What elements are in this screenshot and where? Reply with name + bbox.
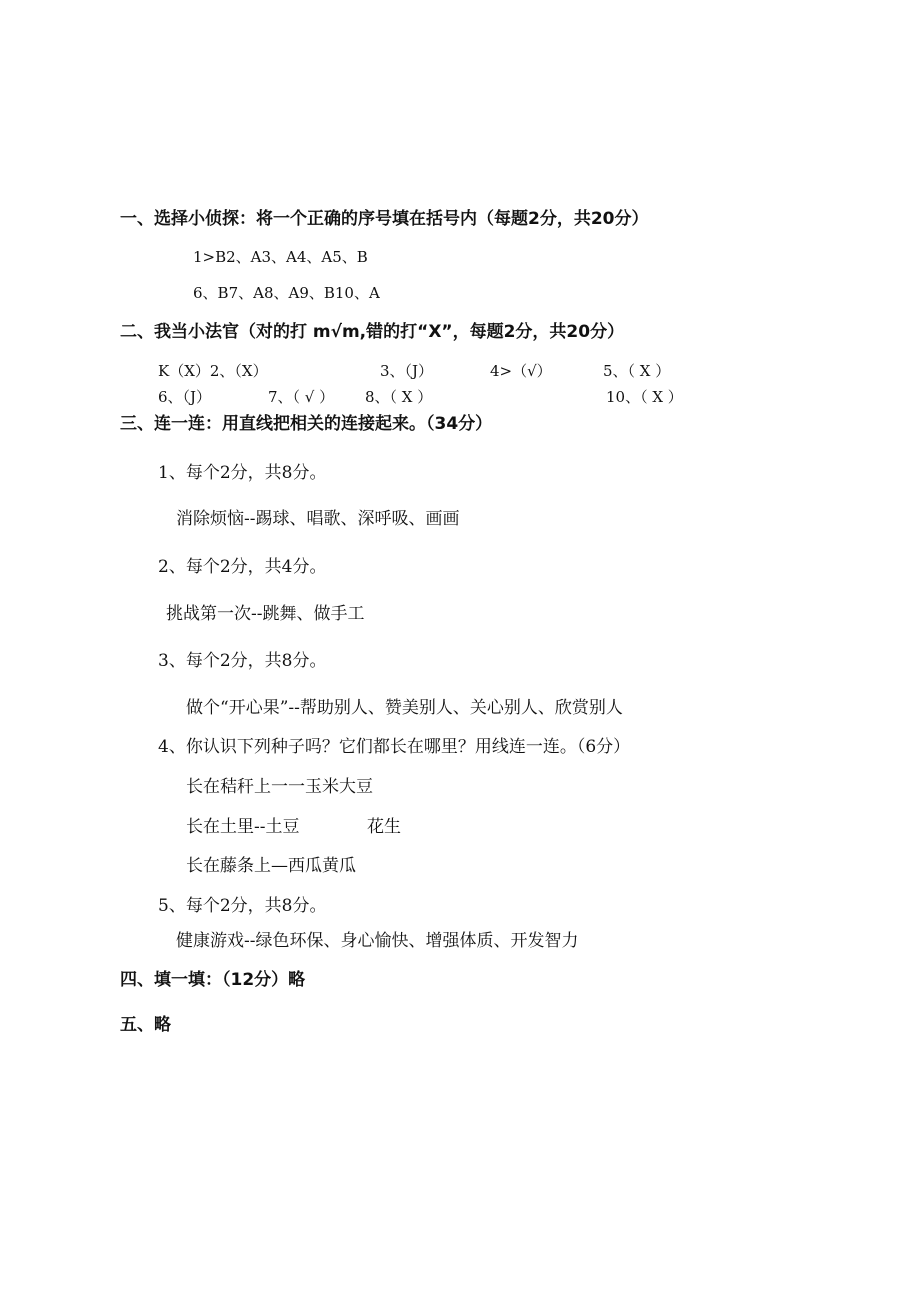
section-4-heading: 四、填一填：（12分）略: [120, 970, 306, 990]
section-3-q4-line-1: 长在秸秆上一一玉米大豆: [186, 777, 373, 797]
section-5-heading: 五、略: [120, 1015, 171, 1035]
section-2-item-6: 6、（J）: [158, 388, 212, 406]
section-3-q2-answer: 挑战第一次--跳舞、做手工: [166, 604, 365, 624]
section-3-q4-line-3: 长在藤条上—西瓜黄瓜: [186, 856, 356, 876]
section-1-answers-row-2: 6、B7、A8、A9、B10、A: [193, 284, 380, 302]
section-3-q5-answer: 健康游戏--绿色环保、身心愉快、增强体质、开发智力: [176, 931, 579, 951]
section-2-item-8: 8、（ X ）: [365, 388, 433, 406]
section-3-q1-score: 1、每个2分，共8分。: [158, 463, 327, 483]
section-2-item-5: 5、（ X ）: [603, 362, 671, 380]
section-3-q5-score: 5、每个2分，共8分。: [158, 896, 327, 916]
section-2-item-7: 7、（ √ ）: [268, 388, 335, 406]
section-3-q4-line-2: 长在土里--土豆: [186, 817, 300, 837]
section-3-q3-score: 3、每个2分，共8分。: [158, 651, 327, 671]
section-2-item-4: 4>（√）: [490, 362, 552, 380]
section-1-answers-row-1: 1>B2、A3、A4、A5、B: [193, 248, 368, 266]
section-3-heading: 三、连一连：用直线把相关的连接起来。（34分）: [120, 414, 493, 434]
section-2-item-3: 3、（J）: [380, 362, 434, 380]
section-3-q4-title: 4、你认识下列种子吗？它们都长在哪里？用线连一连。（6分）: [158, 737, 631, 757]
section-3-q3-answer: 做个“开心果”--帮助别人、赞美别人、关心别人、欣赏别人: [186, 698, 623, 718]
section-3-q1-answer: 消除烦恼--踢球、唱歌、深呼吸、画画: [176, 509, 460, 529]
section-2-item-1-2: K（X）2、（X）: [158, 362, 268, 380]
section-1-heading: 一、选择小侦探：将一个正确的序号填在括号内（每题2分，共20分）: [120, 209, 649, 229]
section-2-item-10: 10、（ X ）: [606, 388, 683, 406]
section-3-q4-line-2-extra: 花生: [367, 817, 401, 837]
section-3-q2-score: 2、每个2分，共4分。: [158, 557, 327, 577]
section-2-heading: 二、我当小法官（对的打 m√m,错的打“X”，每题2分，共20分）: [120, 322, 625, 342]
